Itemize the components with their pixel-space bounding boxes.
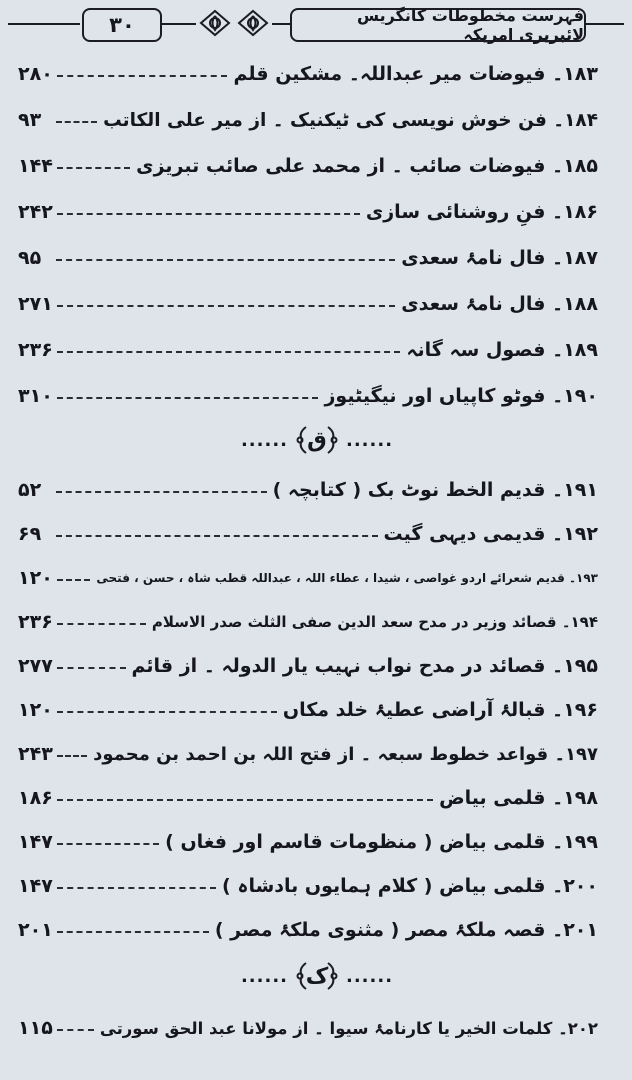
section-letter-frame [294,959,340,993]
list-item [18,606,598,638]
list-item [18,58,598,90]
leader-dashes [57,167,130,169]
leader-dashes [56,491,267,493]
page-ref: ۲۷۱ [18,293,53,315]
header-rule [160,23,196,25]
floral-ornament-icon [198,8,232,38]
divider-dots: ...... [240,429,288,451]
entry-title: ۲۰۲۔ کلمات الخیر یا کارنامۂ سیوا ۔ از مولانا عبد الحق سورتی [99,1018,598,1038]
leader-dashes [57,799,433,801]
page-ref: ۲۳۶ [18,611,53,633]
leader-dashes [57,887,216,889]
entry-title: ۱۹۵۔ قصائد در مدح نواب نہیب یار الدولہ ۔ از قائم [131,655,598,677]
page-ref: ۱۴۴ [18,155,53,177]
entry-title: ۱۸۸۔ فال نامۂ سعدی [401,293,598,315]
entry-title: ۱۹۴۔ قصائد وزیر در مدح سعد الدین صفی الثلث صدر الاسلام [151,613,598,631]
entry-title: ۱۸۵۔ فیوضات صائب ۔ از محمد علی صائب تبریزی [136,155,598,177]
page-ref: ۱۱۵ [18,1017,53,1039]
list-item [18,104,598,136]
page-ref: ۶۹ [18,523,42,545]
page-ref: ۹۵ [18,247,42,269]
leader-dashes [57,931,209,933]
leader-dashes [57,75,228,77]
entry-title: ۱۸۳۔ فیوضات میر عبداللہ۔ مشکین قلم [233,63,598,85]
divider-dots: ...... [240,965,288,987]
entry-title: ۱۹۲۔ قدیمی دیہی گیت [383,523,598,545]
section-divider-kaf [232,956,402,996]
page-ref: ۲۴۲ [18,201,53,223]
list-item [18,870,598,902]
entry-title: ۱۹۶۔ قبالۂ آراضی عطیۂ خلد مکاں [282,699,598,721]
page-ref: ۱۲۰ [18,699,53,721]
header-title: فہرست مخطوطات کانگریس لائبریری امریکہ [290,8,586,42]
entry-title: ۱۸۷۔ فال نامۂ سعدی [401,247,598,269]
entry-title: ۱۸۶۔ فنِ روشنائی سازی [365,201,598,223]
list-item [18,650,598,682]
leader-dashes [57,623,146,625]
entry-title: ۲۰۱۔ قصہ ملکۂ مصر ( مثنوی ملکۂ مصر ) [214,919,598,941]
leader-dashes [56,259,395,261]
page-number: ۳۰ [82,8,162,42]
list-item [18,1012,598,1044]
divider-dots: ...... [346,429,394,451]
header-rule-left [8,23,80,25]
leader-dashes [57,843,159,845]
section-divider-qaf [232,420,402,460]
page-ref: ۵۲ [18,479,42,501]
entry-title: ۱۹۳۔ قدیم شعرائے اردو غواصی ، شیدا ، عطاء اللہ ، عبداللہ قطب شاہ ، حسن ، فتحی [96,571,598,585]
leader-dashes [57,213,360,215]
leader-dashes [57,711,277,713]
page-ref: ۲۳۶ [18,339,53,361]
entry-title: ۱۹۰۔ فوٹو کاپیاں اور نیگیٹیوز [324,385,598,407]
page-ref: ۲۴۳ [18,743,53,765]
page-ref: ۱۸۶ [18,787,53,809]
list-item [18,826,598,858]
list-item [18,474,598,506]
list-item [18,196,598,228]
list-item [18,694,598,726]
page-ref: ۹۳ [18,109,42,131]
entry-title: ۱۹۱۔ قدیم الخط نوٹ بک ( کتابچہ ) [272,479,598,501]
list-item [18,562,598,594]
divider-dots: ...... [346,965,394,987]
leader-dashes [57,579,91,581]
section-letter: ق [307,427,327,453]
page-ref: ۲۷۷ [18,655,53,677]
leader-dashes [57,755,87,757]
leader-dashes [57,667,126,669]
list-item [18,380,598,412]
page-ref: ۱۴۷ [18,875,53,897]
page-ref: ۱۴۷ [18,831,53,853]
section-letter-frame [294,423,340,457]
section-letter: ک [305,963,329,989]
list-item [18,914,598,946]
page-ref: ۲۸۰ [18,63,53,85]
entry-title: ۱۹۷۔ قواعد خطوط سبعہ ۔ از فتح اللہ بن احمد بن محمود [93,743,598,765]
page-ref: ۲۰۱ [18,919,53,941]
entry-title: ۱۸۴۔ فن خوش نویسی کی ٹیکنیک ۔ از میر علی الکاتب [103,109,598,131]
leader-dashes [57,351,401,353]
header-rule-right [586,23,624,25]
list-item [18,782,598,814]
leader-dashes [56,121,97,123]
list-item [18,150,598,182]
entry-title: ۱۸۹۔ فصول سہ گانہ [406,339,598,361]
entry-title: ۱۹۹۔ قلمی بیاض ( منظومات قاسم اور فغاں ) [165,831,598,853]
list-item [18,242,598,274]
page-ref: ۱۲۰ [18,567,53,589]
header-rule [272,23,290,25]
page-ref: ۳۱۰ [18,385,53,407]
list-item [18,738,598,770]
list-item [18,288,598,320]
entry-title: ۲۰۰۔ قلمی بیاض ( کلام ہمایوں بادشاہ ) [222,875,598,897]
floral-ornament-icon [236,8,270,38]
leader-dashes [57,1029,94,1031]
list-item [18,518,598,550]
entry-title: ۱۹۸۔ قلمی بیاض [439,787,598,809]
leader-dashes [57,305,395,307]
leader-dashes [56,535,378,537]
page-header [8,6,624,42]
list-item [18,334,598,366]
leader-dashes [57,397,319,399]
